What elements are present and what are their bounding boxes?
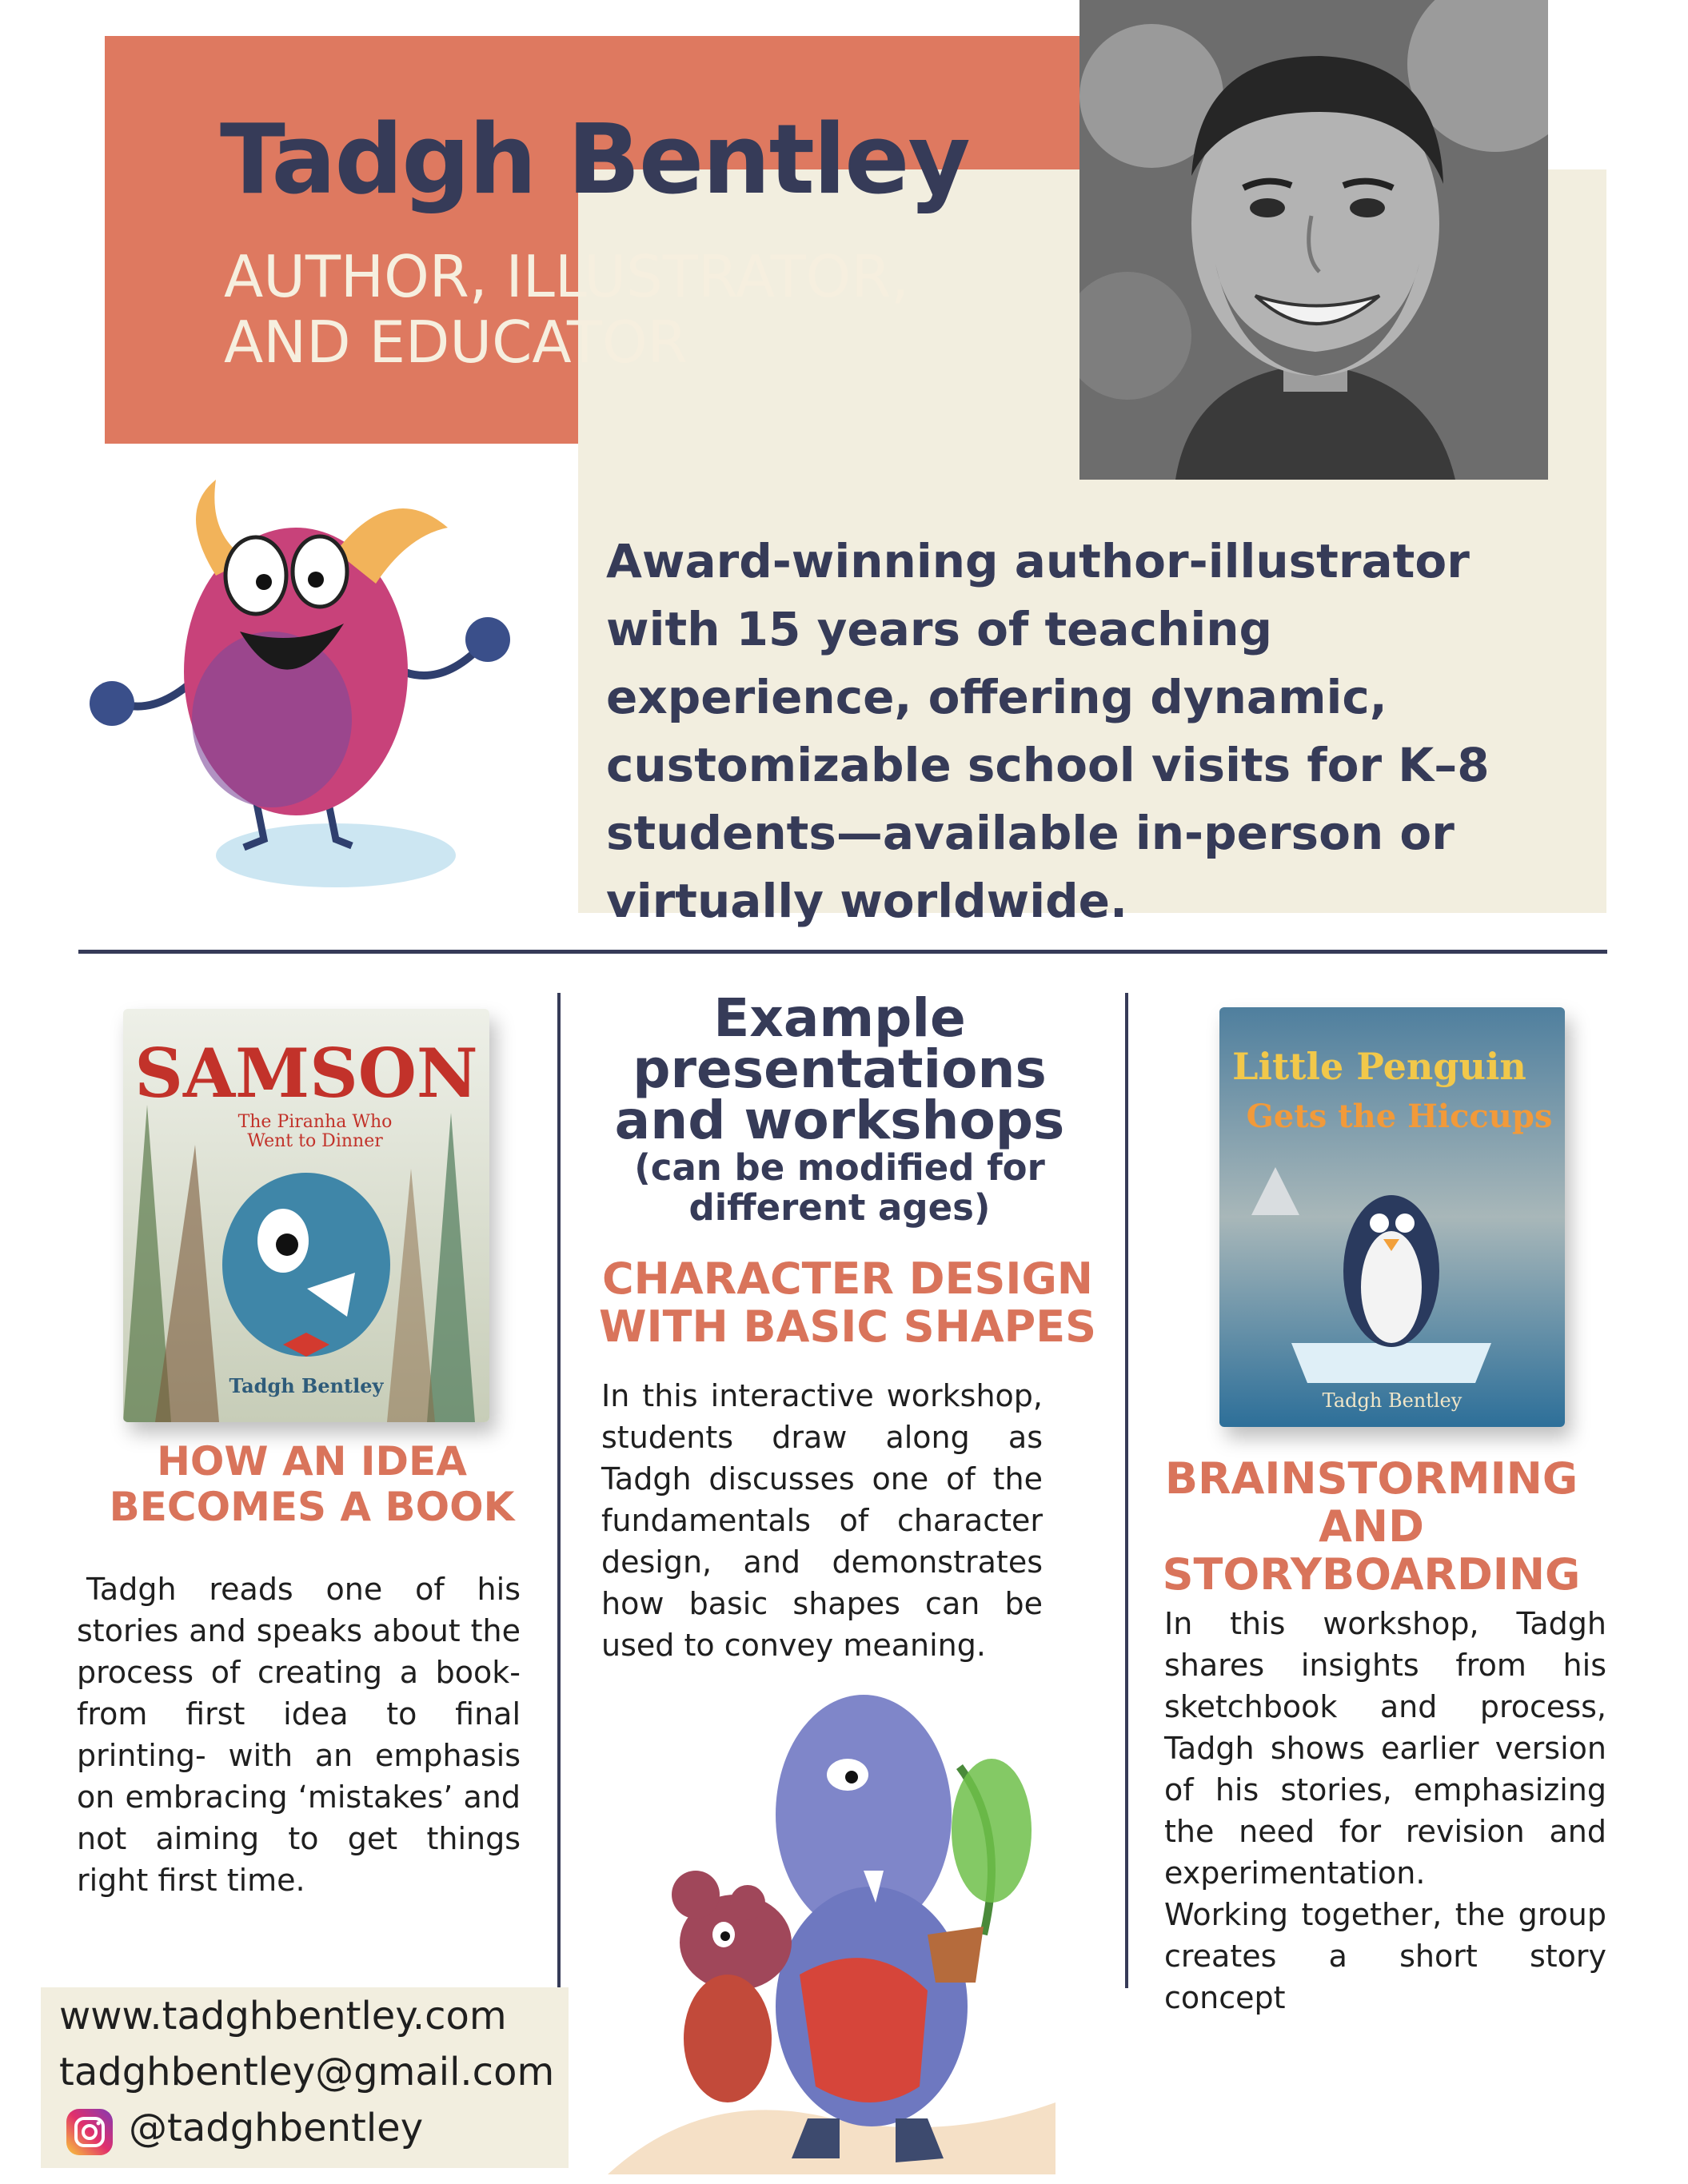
workshop-heading-brainstorm: BRAINSTORMING AND STORYBOARDING — [1162, 1453, 1581, 1600]
column-divider — [1125, 993, 1128, 1988]
workshop-text-brainstorm-1: In this workshop, Tadgh shares insights from his sketchbook and process, Tadgh shows earlier version of his stories, emphasizing the need for revision and experimentation. — [1164, 1606, 1606, 1891]
samson-title: SAMSON — [134, 1034, 478, 1113]
svg-text:Little Penguin: Little Penguin — [1232, 1045, 1526, 1088]
dinosaur-illustration — [608, 1671, 1055, 2174]
workshop-text-idea: Tadgh reads one of his stories and speaks about the process of creating a book- from first idea to final printing- with an emphasis on embracing ‘mistakes’ and not aiming to get things right first time. — [77, 1572, 521, 1898]
svg-text:Tadgh Bentley: Tadgh Bentley — [229, 1374, 384, 1397]
author-subtitle: AUTHOR, ILLUSTRATOR, AND EDUCATOR — [224, 243, 910, 376]
column-divider — [557, 993, 561, 1988]
section-divider — [78, 950, 1607, 954]
workshop-text-brainstorm-2: Working together, the group creates a short story concept — [1164, 1897, 1606, 2015]
book-cover-little-penguin — [1219, 1007, 1565, 1427]
svg-text:Gets the Hiccups: Gets the Hiccups — [1246, 1098, 1553, 1135]
presentations-heading — [592, 987, 1087, 1229]
workshop-text-brainstorm — [1164, 1603, 1606, 2019]
svg-text:The Piranha Who: The Piranha Who — [237, 1112, 393, 1132]
monster-illustration — [72, 464, 536, 911]
workshop-text-character: In this interactive workshop, students draw along as Tadgh discusses one of the fundamentals of character design, and demonstrates how basic shapes can be used to convey meaning. — [601, 1378, 1043, 1663]
workshop-heading-character: CHARACTER DESIGN WITH BASIC SHAPES — [598, 1253, 1097, 1352]
author-photo — [1079, 0, 1548, 480]
website-link[interactable]: www.tadghbentley.com — [59, 1994, 507, 2039]
presentations-title: Example presentations and workshops — [614, 987, 1065, 1151]
svg-text:Went to Dinner: Went to Dinner — [247, 1131, 383, 1151]
contact-box — [41, 1987, 569, 2168]
svg-text:Tadgh Bentley: Tadgh Bentley — [1322, 1389, 1463, 1412]
instagram-icon — [65, 2107, 114, 2157]
author-name: Tadgh Bentley — [220, 105, 969, 216]
bio-text: Award-winning author-illustrator with 15 years of teaching experience, offering dynamic, customizable school visits for K–8 students—available in-person or virtually worldwide. — [606, 534, 1490, 928]
presentations-subtitle: (can be modified for different ages) — [634, 1146, 1045, 1229]
book-cover-samson — [123, 1009, 489, 1422]
email-link[interactable]: tadghbentley@gmail.com — [59, 2050, 555, 2094]
instagram-handle[interactable]: @tadghbentley — [129, 2106, 424, 2150]
workshop-heading-idea: HOW AN IDEA BECOMES A BOOK — [109, 1438, 515, 1530]
